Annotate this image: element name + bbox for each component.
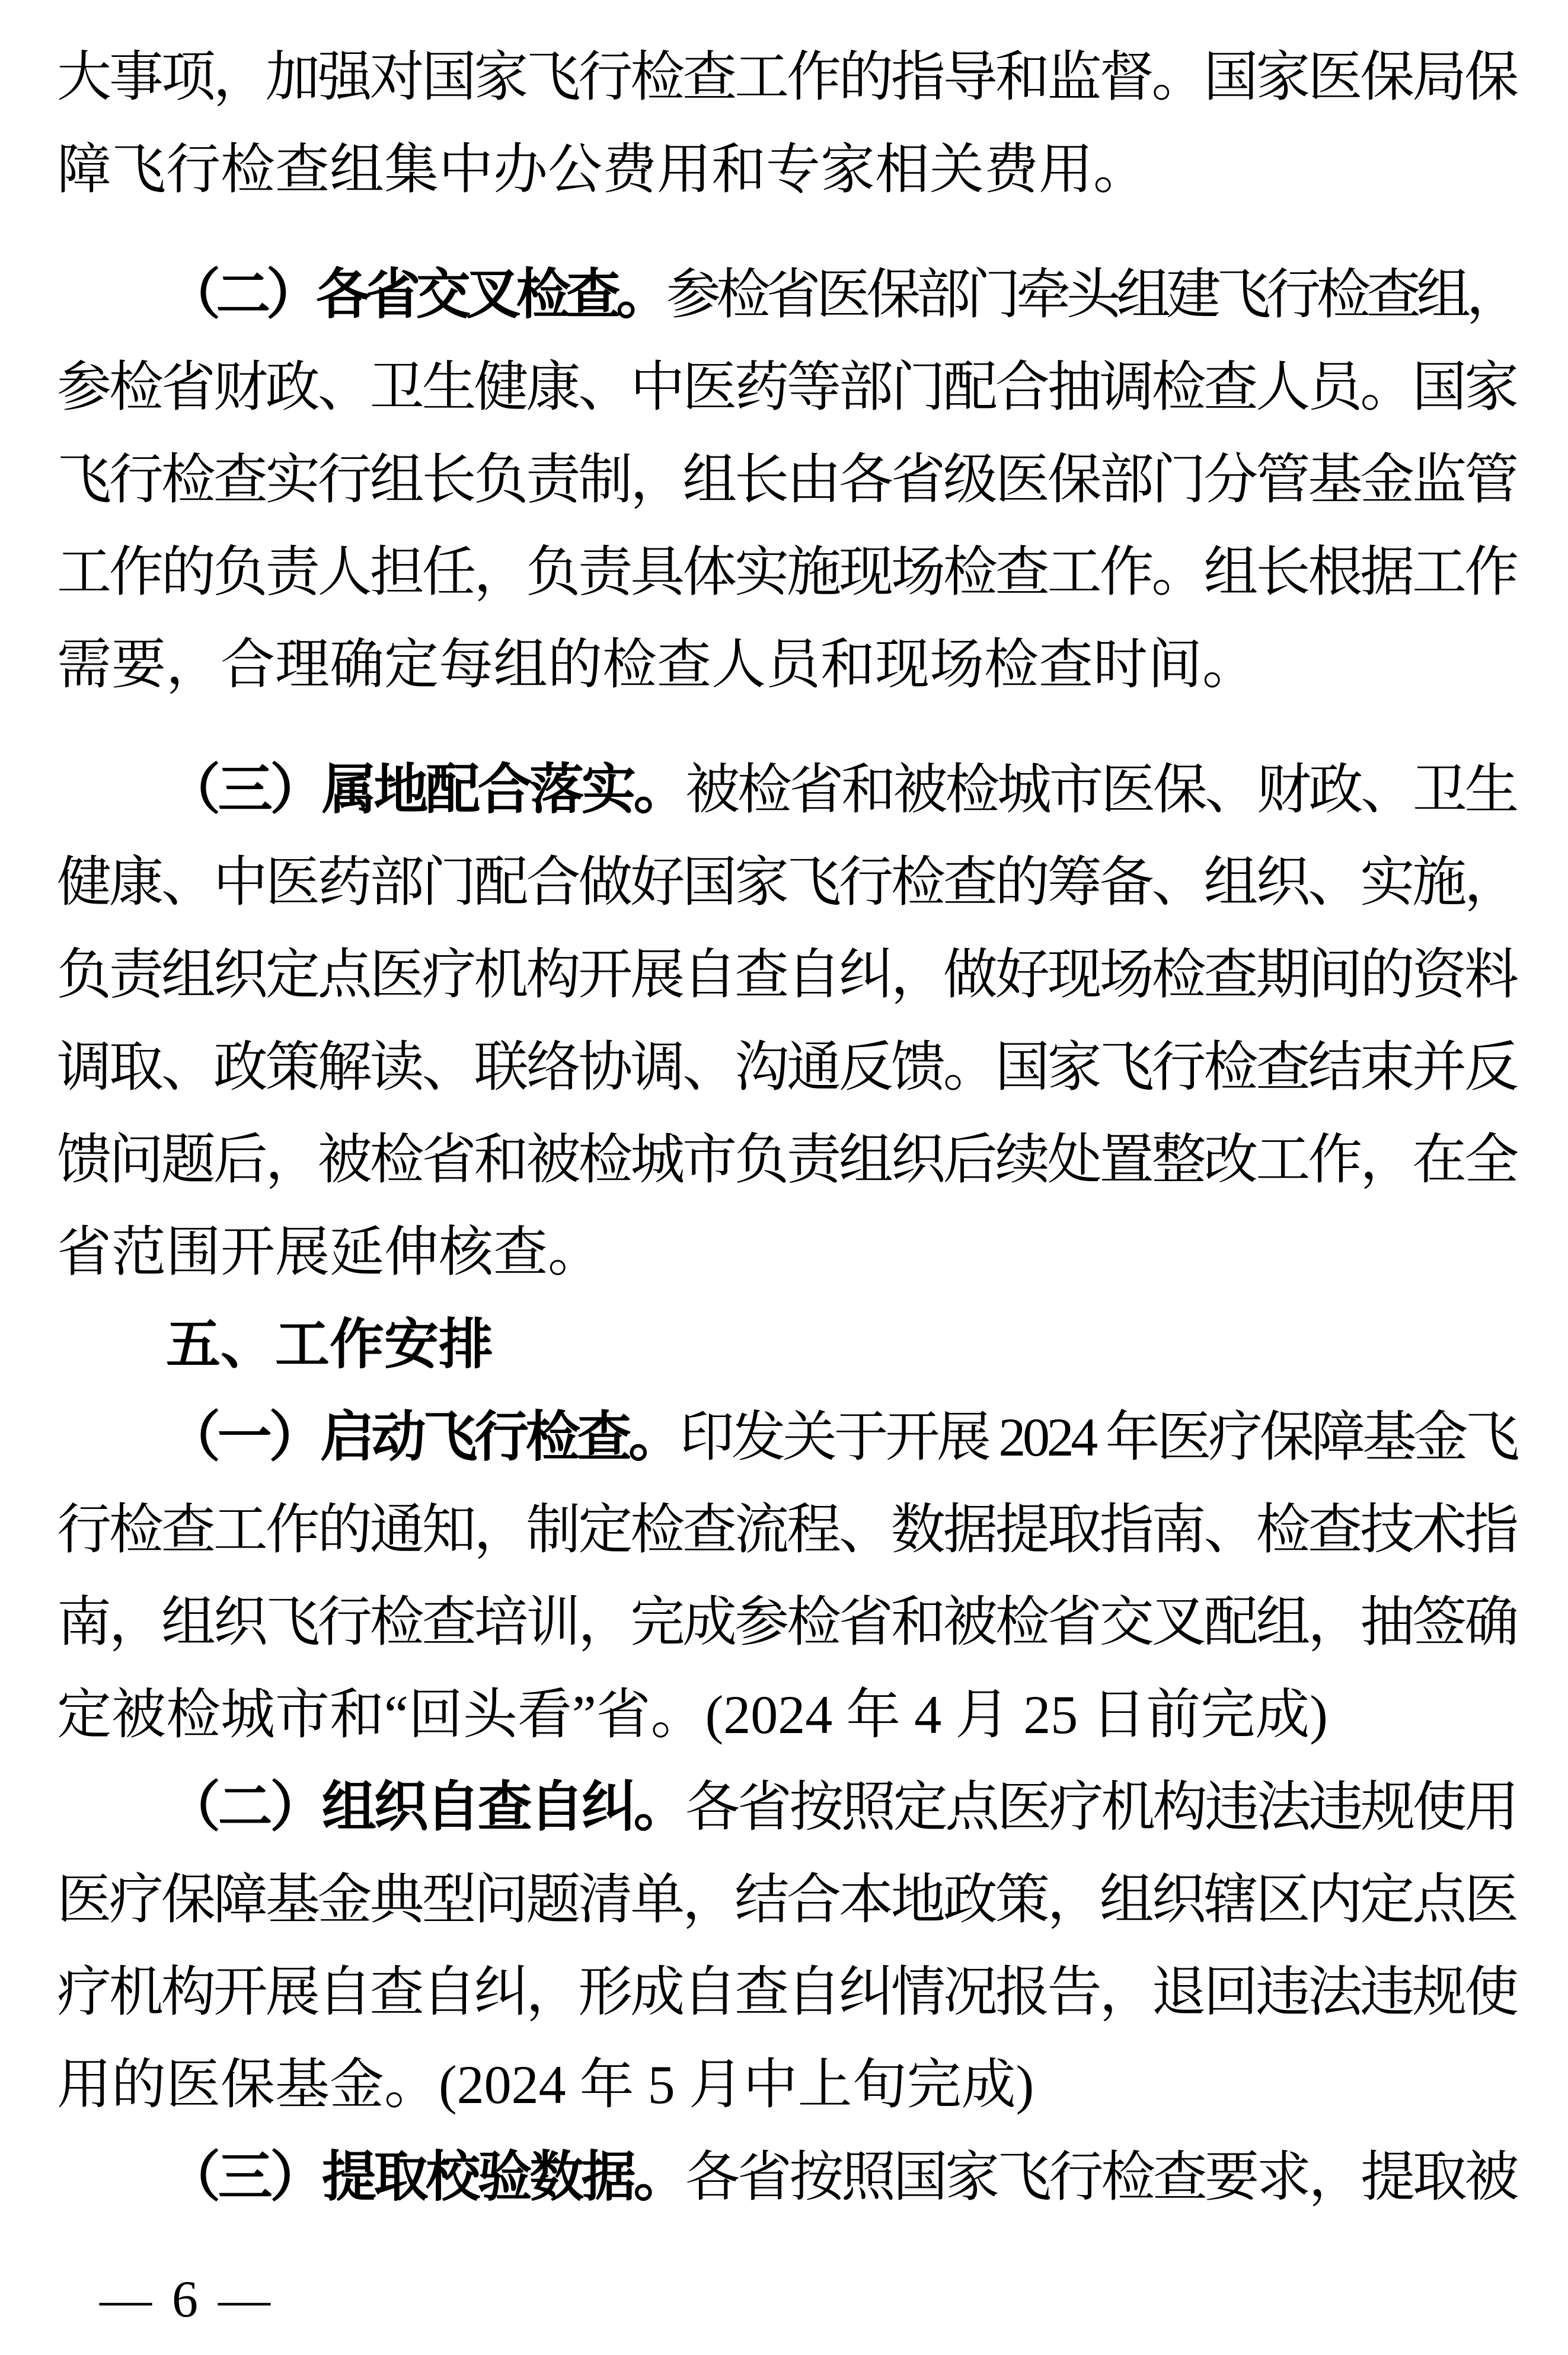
text-line <box>57 341 1516 433</box>
paragraph-lead: （三）提取校验数据。 <box>166 2147 686 2207</box>
text-line <box>57 1576 1516 1668</box>
text-line <box>57 1021 1516 1113</box>
text-line <box>57 1113 1516 1206</box>
text-line <box>57 1483 1516 1576</box>
text-line <box>57 433 1516 526</box>
page-number: — 6 — <box>100 2271 274 2328</box>
text-line-content: 健康、中医药部门配合做好国家飞行检查的筹备、组织、实施， <box>57 852 1517 912</box>
text-line-content: 工作的负责人担任，负责具体实施现场检查工作。组长根据工作 <box>57 542 1517 602</box>
text-line <box>57 2038 1516 2131</box>
text-line-content: （一）启动飞行检查。印发关于开展 2024 年医疗保障基金飞 <box>166 1407 1517 1467</box>
text-line-content: 调取、政策解读、联络协调、沟通反馈。国家飞行检查结束并反 <box>57 1037 1517 1097</box>
text-line-content: 行检查工作的通知，制定检查流程、数据提取指南、检查技术指 <box>57 1499 1517 1560</box>
paragraph-lead: （三）属地配合落实。 <box>166 760 686 820</box>
text-line <box>57 1206 1516 1298</box>
text-line-content: 五、工作安排 <box>166 1314 494 1375</box>
text-line-content: （三）属地配合落实。被检省和被检城市医保、财政、卫生 <box>166 760 1517 820</box>
text-line <box>57 123 1516 216</box>
text-line <box>57 1391 1516 1483</box>
text-line-content: 南，组织飞行检查培训，完成参检省和被检省交叉配组，抽签确 <box>57 1592 1517 1652</box>
text-line <box>57 31 1516 123</box>
text-line-content: （三）提取校验数据。各省按照国家飞行检查要求，提取被 <box>166 2147 1517 2207</box>
text-line-content: （二）组织自查自纠。各省按照定点医疗机构违法违规使用 <box>166 1777 1517 1837</box>
text-line <box>57 248 1516 341</box>
text-line <box>57 836 1516 928</box>
paragraph-lead: （二）组织自查自纠。 <box>166 1777 686 1837</box>
text-line-content: 省范围开展延伸核查。 <box>57 1222 603 1282</box>
paragraph-lead: （二）各省交叉检查。 <box>166 264 666 325</box>
section-heading <box>57 1298 1516 1391</box>
text-line <box>57 618 1516 711</box>
paragraph-lead: （一）启动飞行检查。 <box>166 1407 680 1467</box>
text-line <box>57 1853 1516 1946</box>
text-line-content: 负责组织定点医疗机构开展自查自纠，做好现场检查期间的资料 <box>57 944 1517 1005</box>
text-line-content: 馈问题后，被检省和被检城市负责组织后续处置整改工作，在全 <box>57 1129 1517 1190</box>
text-line <box>57 928 1516 1021</box>
text-line-content: 需要，合理确定每组的检查人员和现场检查时间。 <box>57 634 1257 695</box>
text-line-content: 疗机构开展自查自纠，形成自查自纠情况报告，退回违法违规使 <box>57 1962 1517 2022</box>
text-line-content: 参检省财政、卫生健康、中医药等部门配合抽调检查人员。国家 <box>57 357 1517 417</box>
text-line <box>57 1668 1516 1761</box>
text-line <box>57 1761 1516 1853</box>
text-line <box>57 2131 1516 2223</box>
text-line-content: 定被检城市和“回头看”省。(2024 年 4 月 25 日前完成) <box>57 1684 1328 1745</box>
text-line <box>57 743 1516 836</box>
document-body <box>57 31 1516 2223</box>
text-line <box>57 1946 1516 2038</box>
text-line <box>57 526 1516 618</box>
text-line-content: 障飞行检查组集中办公费用和专家相关费用。 <box>57 139 1148 200</box>
text-line-content: 用的医保基金。(2024 年 5 月中上旬完成) <box>57 2054 1034 2115</box>
text-line-content: 医疗保障基金典型问题清单，结合本地政策，组织辖区内定点医 <box>57 1869 1517 1930</box>
text-line-content: 飞行检查实行组长负责制，组长由各省级医保部门分管基金监管 <box>57 449 1517 510</box>
text-line-content: （二）各省交叉检查。参检省医保部门牵头组建飞行检查组， <box>166 264 1517 325</box>
text-line-content: 大事项，加强对国家飞行检查工作的指导和监督。国家医保局保 <box>57 47 1517 107</box>
